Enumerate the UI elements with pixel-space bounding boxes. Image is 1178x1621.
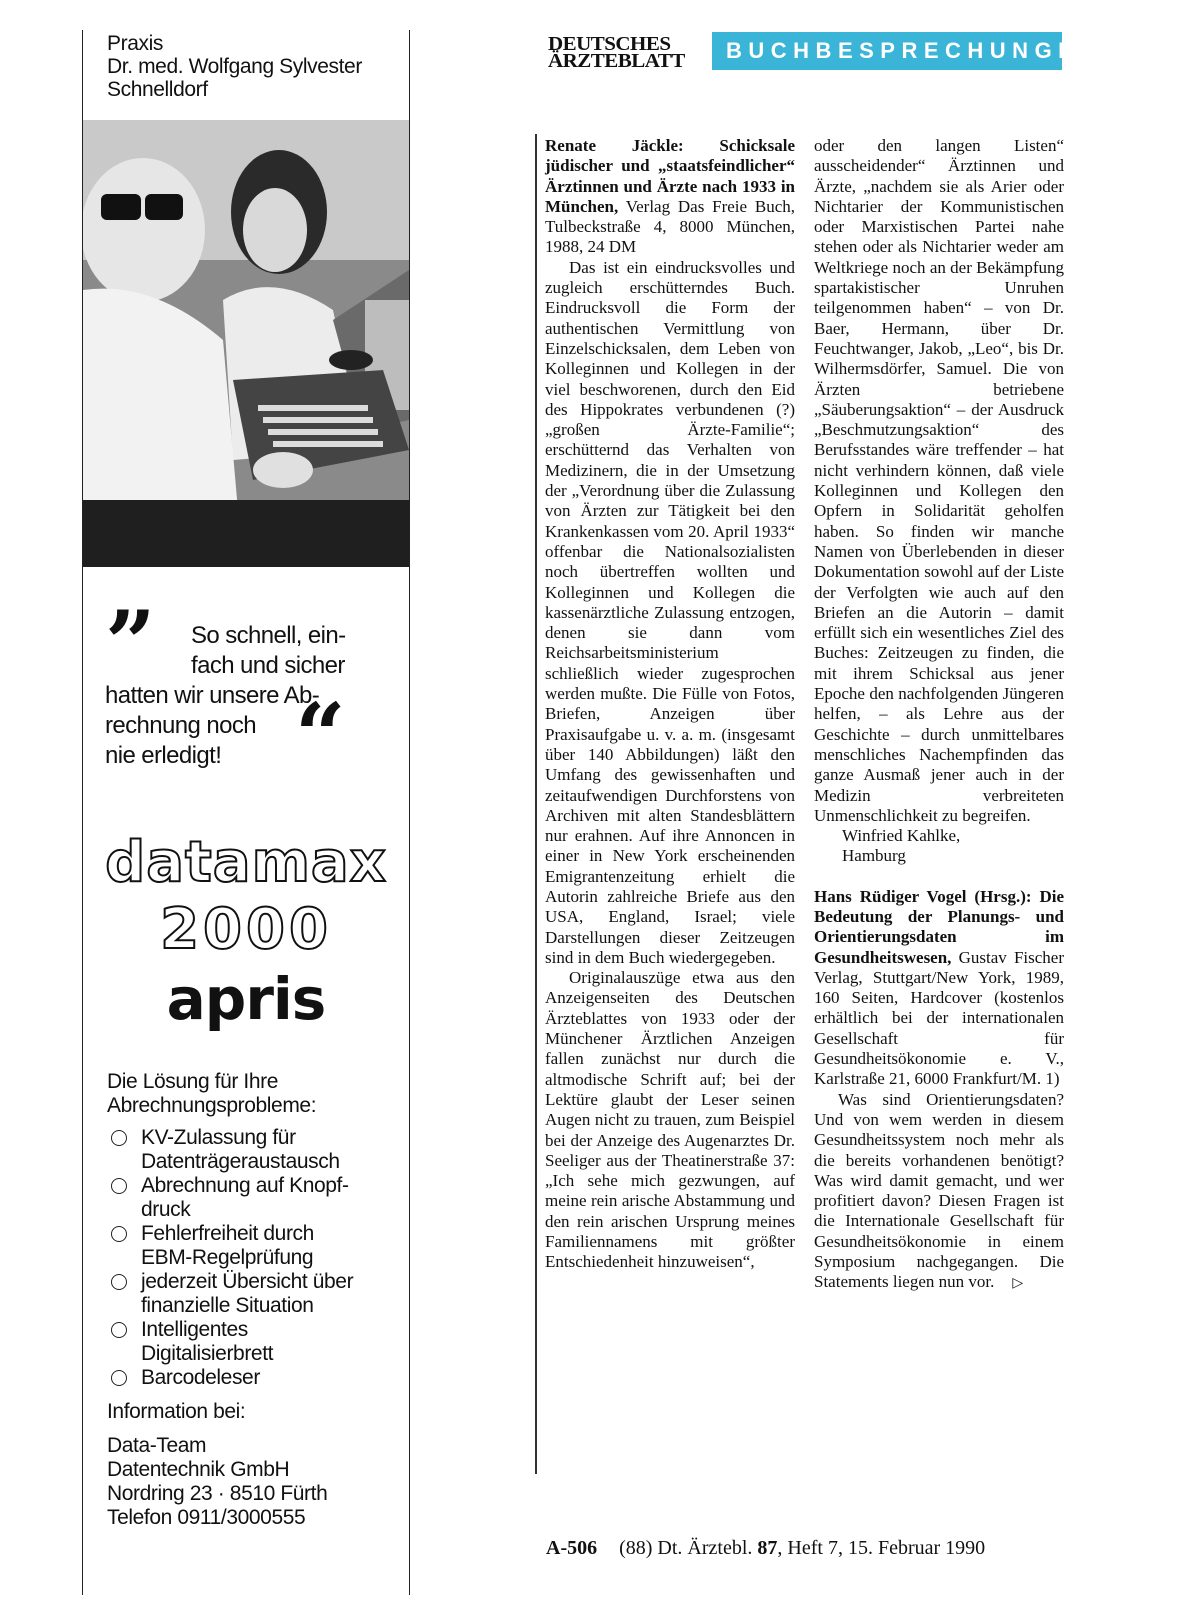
solution-title-line: Die Lösung für Ihre bbox=[107, 1070, 279, 1093]
feature-item bbox=[107, 1174, 407, 1222]
review-1-citation bbox=[545, 136, 795, 258]
brand-2000: 2000 bbox=[160, 897, 332, 962]
feature-line: finanzielle Situation bbox=[141, 1294, 314, 1317]
quote-line: hatten wir unsere Ab- bbox=[105, 682, 320, 709]
feature-line: Datenträgeraustausch bbox=[141, 1150, 340, 1173]
review-1-biblio: Verlag Das Freie Buch, Tulbeckstraße 4, 8000 München, 1988, 24 DM bbox=[545, 196, 795, 257]
circle-bullet-icon bbox=[111, 1178, 127, 1194]
review-2-citation bbox=[814, 887, 1064, 1090]
journal-name bbox=[548, 33, 685, 72]
brand-apris: apris bbox=[166, 965, 326, 1033]
feature-item bbox=[107, 1222, 407, 1270]
feature-line: KV-Zulassung für bbox=[141, 1126, 296, 1149]
contact-line: Data-Team bbox=[107, 1434, 207, 1457]
solution-section bbox=[107, 1070, 407, 1390]
journal-name-line: ÄRZTEBLATT bbox=[548, 50, 685, 72]
article-column-2 bbox=[814, 136, 1064, 1295]
quote-open-mark: ” bbox=[105, 591, 148, 695]
testimonial-quote bbox=[83, 591, 409, 787]
circle-bullet-icon bbox=[111, 1130, 127, 1146]
feature-item bbox=[107, 1126, 407, 1174]
quote-line: So schnell, ein- bbox=[191, 622, 346, 649]
feature-item bbox=[107, 1318, 407, 1366]
circle-bullet-icon bbox=[111, 1274, 127, 1290]
contact-line: Telefon 0911/3000555 bbox=[107, 1506, 306, 1529]
solution-title-line: Abrechnungsprobleme: bbox=[107, 1094, 317, 1117]
doctors-at-computer-image bbox=[83, 120, 409, 567]
ad-header-line: Schnelldorf bbox=[107, 78, 208, 101]
feature-line: Abrechnung auf Knopf- bbox=[141, 1174, 349, 1197]
page-footer bbox=[546, 1537, 985, 1560]
page-number: A-506 bbox=[546, 1537, 598, 1559]
ad-header bbox=[107, 32, 362, 101]
citation-ref-rest: , Heft 7, 15. Februar 1990 bbox=[777, 1537, 986, 1559]
review-1-paragraph: oder den langen Listen“ ausscheidender“ Ärztinnen und Ärzte, „nachdem sie als Arier oder Nichtarier der Kommunistischen oder Marxistischen Partei nahe stehen oder als Nichtarier weder am Weltkriege noch an der Bekämpfung spartakistischer Unruhen teilgenommen haben“ – von Dr. Baer, Hermann, über Dr. Feuchtwanger, Jakob, „Leo“, bis Dr. Wilhermsdörfer, Samuel. Die von Ärzten betriebene „Säuberungsaktion“ – der Ausdruck „Beschmutzungsaktion“ des Berufsstandes wäre treffender – hat nicht verhindern können, daß viele Kolleginnen und Kollegen den Opfern in Solidarität geholfen haben. So finden wir manche Namen von Überlebenden in dieser Dokumentation sowohl auf der Liste der Verfolgten wie auch auf den Briefen an die Autorin – damit erfüllt sich ein wesentliches Ziel des Buches: Zeitzeugen zu finden, die mit ihrem Schicksal aus jener Epoche den nachfolgenden Jüngeren helfen, – als Lehre aus der Geschichte – durch unmittelbares menschliches Nachempfinden das ganze Ausmaß jener auch in der Medizin verbreiteten Unmenschlichkeit zu begreifen. bbox=[814, 136, 1064, 825]
feature-line: Barcodeleser bbox=[141, 1366, 260, 1389]
spacer bbox=[814, 867, 1064, 887]
ad-header-line: Praxis bbox=[107, 32, 163, 55]
article-column-1 bbox=[545, 136, 795, 1273]
feature-line: EBM-Regelprüfung bbox=[141, 1246, 314, 1269]
feature-item bbox=[107, 1270, 407, 1318]
review-1-heading: Renate Jäckle: Schicksale jüdischer und „staatsfeindlicher“ Ärztinnen und Ärzte nach 1933 in München, bbox=[545, 136, 795, 216]
review-2-text: Was sind Orientierungsdaten? Und von wem werden in diesem Gesundheitssystem noch mehr als die bereits vorhandenen benötigt? Was wird damit gemacht, und wer profitiert davon? Diesen Fragen ist die Internationale Gesellschaft für Gesundheitsökonomie in einem Symposium nachgegangen. Die Statements liegen nun vor. bbox=[814, 1089, 1064, 1292]
citation-ref: (88) Dt. Ärztebl. bbox=[619, 1537, 758, 1559]
solution-title bbox=[107, 1070, 407, 1118]
feature-line: Intelligentes bbox=[141, 1318, 248, 1341]
review-2-biblio: Gustav Fischer Verlag, Stuttgart/New York, 1989, 160 Seiten, Hardcover (kostenlos erhältlich bei der internationalen Gesellschaft für Gesundheitsökonomie e. V., Karlstraße 21, 6000 Frankfurt/M. 1) bbox=[814, 947, 1064, 1089]
section-banner: BUCHBESPRECHUNGEN bbox=[712, 32, 1062, 70]
contact-line: Nordring 23 · 8510 Fürth bbox=[107, 1482, 328, 1505]
volume-number: 87 bbox=[757, 1537, 778, 1559]
feature-line: jederzeit Übersicht über bbox=[141, 1270, 354, 1293]
feature-item bbox=[107, 1366, 407, 1390]
review-2-heading: Hans Rüdiger Vogel (Hrsg.): Die Bedeutung der Planungs- und Orientierungsdaten im Gesundheitswesen, bbox=[814, 886, 1064, 967]
contact-info bbox=[107, 1400, 327, 1530]
brand-logo bbox=[83, 830, 409, 1034]
continue-arrow-icon: ▷ bbox=[1012, 1276, 1024, 1292]
quote-line: nie erledigt! bbox=[105, 742, 222, 769]
circle-bullet-icon bbox=[111, 1370, 127, 1386]
quote-line: fach und sicher bbox=[191, 652, 345, 679]
signature-city: Hamburg bbox=[842, 846, 906, 866]
column-divider bbox=[535, 134, 537, 1474]
ad-photo bbox=[83, 120, 409, 567]
feature-line: Digitalisierbrett bbox=[141, 1342, 274, 1365]
review-2-paragraph bbox=[814, 1090, 1064, 1295]
circle-bullet-icon bbox=[111, 1322, 127, 1338]
review-1-paragraph: Das ist ein eindrucksvolles und zugleich erschütterndes Buch. Eindrucksvoll die Form der authentischen Vermittlung von Einzelschicksalen, dem Leben von Kolleginnen und Kollegen in der viel beschworenen, durch den Eid des Hippokrates verbundenen (?) „großen Ärzte-Familie“; erschütternd das Verhalten von Medizinern, die in der Umsetzung der „Verordnung über die Zulassung von Ärzten zur Tätigkeit bei den Krankenkassen vom 20. April 1933“ offenbar die Nationalsozialisten noch übertreffen wollten und Kolleginnen und Kollegen die kassenärztliche Zulassung entzogen, denen sie dann vom Reichsarbeitsministerium schließlich wieder zugesprochen werden mußte. Die Fülle von Fotos, Briefen, Anzeigen über Praxisaufgabe u. v. a. m. (insgesamt über 140 Abbildungen) läßt den Umfang des gewissenhaften und zeitaufwendigen Durchforstens von Archiven mit alten Standesblättern nur erahnen. Auf ihre Annoncen in einer in New York erscheinenden Emigrantenzeitung erhielt die Autorin zahlreiche Briefe aus den USA, England, Israel; viele Darstellungen dieser Zeitzeugen sind in dem Buch wiedergegeben. bbox=[545, 257, 795, 967]
contact-title: Information bei: bbox=[107, 1400, 246, 1423]
advertisement bbox=[82, 30, 410, 1595]
review-1-signature bbox=[814, 826, 1064, 867]
quote-line: rechnung noch bbox=[105, 712, 256, 739]
contact-line: Datentechnik GmbH bbox=[107, 1458, 290, 1481]
ad-header-line: Dr. med. Wolfgang Sylvester bbox=[107, 55, 362, 78]
quote-close-mark: “ bbox=[295, 683, 338, 787]
signature-name: Winfried Kahlke, bbox=[842, 826, 961, 846]
feature-line: Fehlerfreiheit durch bbox=[141, 1222, 314, 1245]
feature-line: druck bbox=[141, 1198, 191, 1221]
circle-bullet-icon bbox=[111, 1226, 127, 1242]
brand-datamax: datamax bbox=[105, 830, 387, 895]
review-1-paragraph: Originalauszüge etwa aus den Anzeigenseiten des Deutschen Ärzteblattes von 1933 oder der Münchener Ärztlichen Anzeigen fallen zunächst nur durch die altmodische Schrift auf; bei der Lektüre glaubt der Leser seinen Augen nicht zu trauen, zum Beispiel bei der Anzeige des Augenarztes Dr. Seeliger aus der Theatinerstraße 37: „Ich sehe mich gezwungen, auf meine rein arische Abstammung und den rein arischen Ursprung meines Familiennamens mit größter Entschiedenheit hinzuweisen“, bbox=[545, 968, 795, 1272]
journal-name-line: DEUTSCHES bbox=[548, 33, 671, 55]
